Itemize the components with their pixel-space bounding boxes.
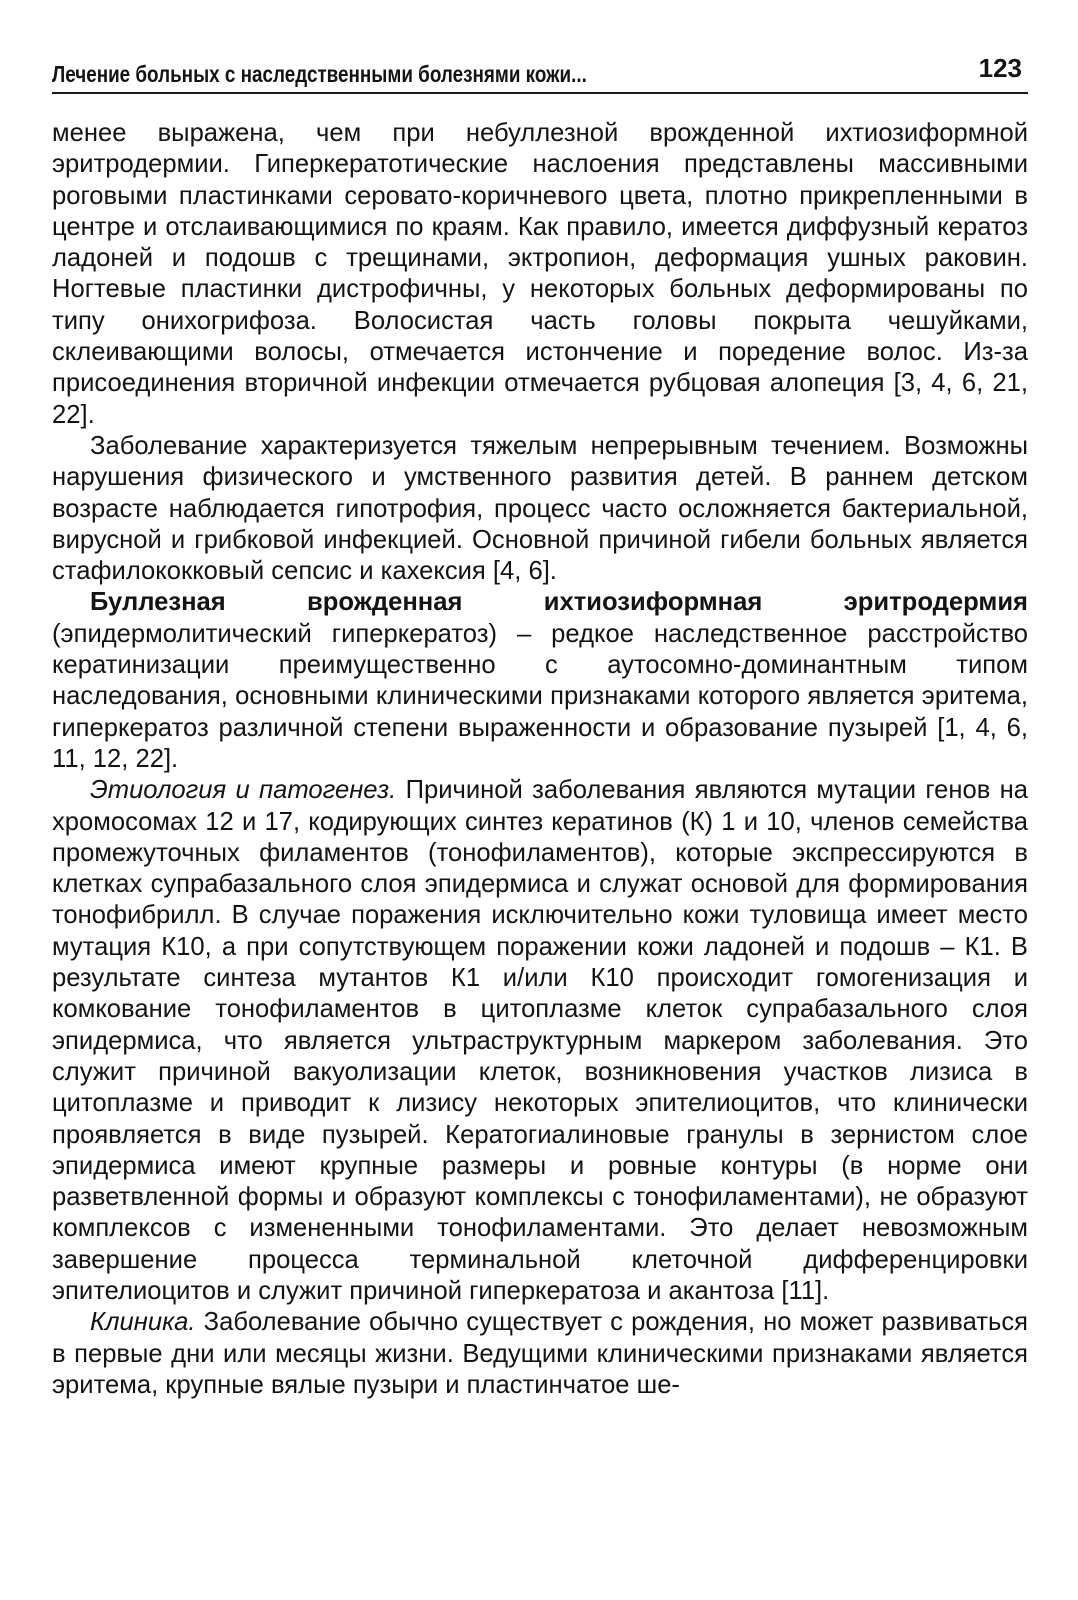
disease-term: Буллезная врожденная ихтиозиформная эритродермия: [90, 588, 1028, 617]
etiology-heading: Этиология и патогенез.: [90, 776, 397, 805]
paragraph-course: Заболевание характеризуется тяжелым непрерывным течением. Возможны нарушения физического и умственного развития детей. В раннем детском возрасте наблюдается гипотрофия, процесс часто осложняется бактериальной, вирусной и грибковой инфекцией. Основной причиной гибели больных является стафилококковый сепсис и кахексия [4, 6].: [52, 431, 1028, 586]
paragraph-etiology: [52, 775, 1028, 1307]
paragraph-definition: [52, 587, 1028, 775]
running-header: [52, 50, 1028, 94]
running-title: Лечение больных с наследственными болезнями кожи...: [52, 61, 587, 87]
clinic-heading: Клиника.: [90, 1308, 196, 1337]
etiology-text: Причиной заболевания являются мутации генов на хромосомах 12 и 17, кодирующих синтез кератинов (К) 1 и 10, членов семейства промежуточных филаментов (тонофиламентов), которые экспрессируются в клетках супрабазального слоя эпидермиса и служат основой для формирования тонофибрилл. В случае поражения исключительно кожи туловища имеет место мутация К10, а при сопутствующем поражении кожи ладоней и подошв – К1. В результате синтеза мутантов К1 и/или К10 происходит гомогенизация и комкование тонофиламентов в цитоплазме клеток супрабазального слоя эпидермиса, что является ультраструктурным маркером заболевания. Это служит причиной вакуолизации клеток, возникновения участков лизиса в цитоплазме и приводит к лизису некоторых эпителиоцитов, что клинически проявляется в виде пузырей. Кератогиалиновые гранулы в зернистом слое эпидермиса имеют крупные размеры и ровные контуры (в норме они разветвленной формы и образуют комплексы с тонофиламентами), не образуют комплексов с измененными тонофиламентами. Это делает невозможным завершение процесса терминальной клеточной дифференцировки эпителиоцитов и служит причиной гиперкератоза и акантоза [11].: [52, 776, 1029, 1305]
definition-text: (эпидермолитический гиперкератоз) – редкое наследственное расстройство кератинизации преимущественно с аутосомно-доминантным типом наследования, основными клиническими признаками которого является эритема, гиперкератоз различной степени выраженности и образование пузырей [1, 4, 6, 11, 12, 22].: [52, 619, 1028, 773]
paragraph-continuation: менее выражена, чем при небуллезной врожденной ихтиозиформной эритродермии. Гиперкератотические наслоения представлены массивными роговыми пластинками серовато-коричневого цвета, плотно прикрепленными в центре и отслаивающимися по краям. Как правило, имеется диффузный кератоз ладоней и подошв с трещинами, эктропион, деформация ушных раковин. Ногтевые пластинки дистрофичны, у некоторых больных деформированы по типу онихогрифоза. Волосистая часть головы покрыта чешуйками, склеивающими волосы, отмечается истончение и поредение волос. Из-за присоединения вторичной инфекции отмечается рубцовая алопеция [3, 4, 6, 21, 22].: [52, 119, 1028, 429]
clinic-text: Заболевание обычно существует с рождения, но может развиваться в первые дни или месяцы жизни. Ведущими клиническими признаками является эритема, крупные вялые пузыри и пластинчатое ше-: [52, 1308, 1028, 1399]
paragraph-clinic: [52, 1307, 1028, 1401]
page-number: 123: [978, 53, 1022, 83]
book-page: [52, 0, 1028, 1600]
main-text: [52, 118, 1028, 1401]
